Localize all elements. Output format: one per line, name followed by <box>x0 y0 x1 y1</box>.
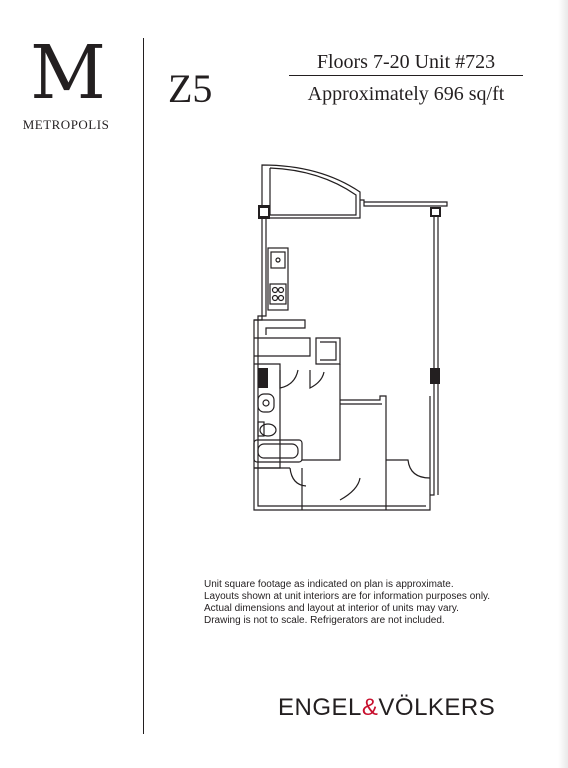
engel-volkers-logo <box>278 694 508 722</box>
door-swing-icon-4 <box>340 478 360 500</box>
door-swing-icon <box>280 370 298 388</box>
metropolis-logo-name: METROPOLIS <box>22 117 110 132</box>
disclaimer-line: Drawing is not to scale. Refrigerators are not included. <box>204 615 445 626</box>
column-icon-3 <box>430 368 440 384</box>
closet-upper <box>254 338 310 356</box>
top-wall <box>360 200 447 206</box>
brand-ampersand: & <box>361 694 379 721</box>
unit-model-label: Z5 <box>168 66 213 111</box>
floor-plan-drawing <box>240 160 460 525</box>
disclaimer-line: Actual dimensions and layout at interior of units may vary. <box>204 603 459 614</box>
metropolis-logo-letter: M <box>30 30 106 116</box>
toilet-icon <box>260 424 276 436</box>
door-swing-icon-3 <box>290 468 306 486</box>
sink-icon-bath <box>258 394 274 412</box>
balcony-outline <box>262 165 360 218</box>
balcony-inner <box>270 168 356 215</box>
stove-icon <box>270 284 286 304</box>
disclaimer-line: Unit square footage as indicated on plan is approximate. <box>204 579 454 590</box>
disclaimer-line: Layouts shown at unit interiors are for information purposes only. <box>204 591 491 602</box>
kitchen-wall <box>254 320 305 335</box>
page-edge-shadow <box>558 0 568 768</box>
unit-floors-line: Floors 7-20 Unit #723 <box>316 51 496 73</box>
sink-icon <box>271 252 285 268</box>
vertical-divider <box>143 38 144 734</box>
disclaimer-text <box>204 579 524 627</box>
unit-area-line: Approximately 696 sq/ft <box>307 83 505 105</box>
bedroom-wall <box>340 396 386 510</box>
column-icon-4 <box>258 368 268 388</box>
left-inner-wall <box>258 218 426 506</box>
brand-left: ENGEL <box>278 694 362 721</box>
brand-right: VÖLKERS <box>378 694 496 721</box>
bathtub-icon <box>254 440 302 462</box>
door-swing-icon-5 <box>386 460 430 478</box>
header-rule <box>289 75 523 76</box>
door-swing-icon-2 <box>310 370 324 388</box>
